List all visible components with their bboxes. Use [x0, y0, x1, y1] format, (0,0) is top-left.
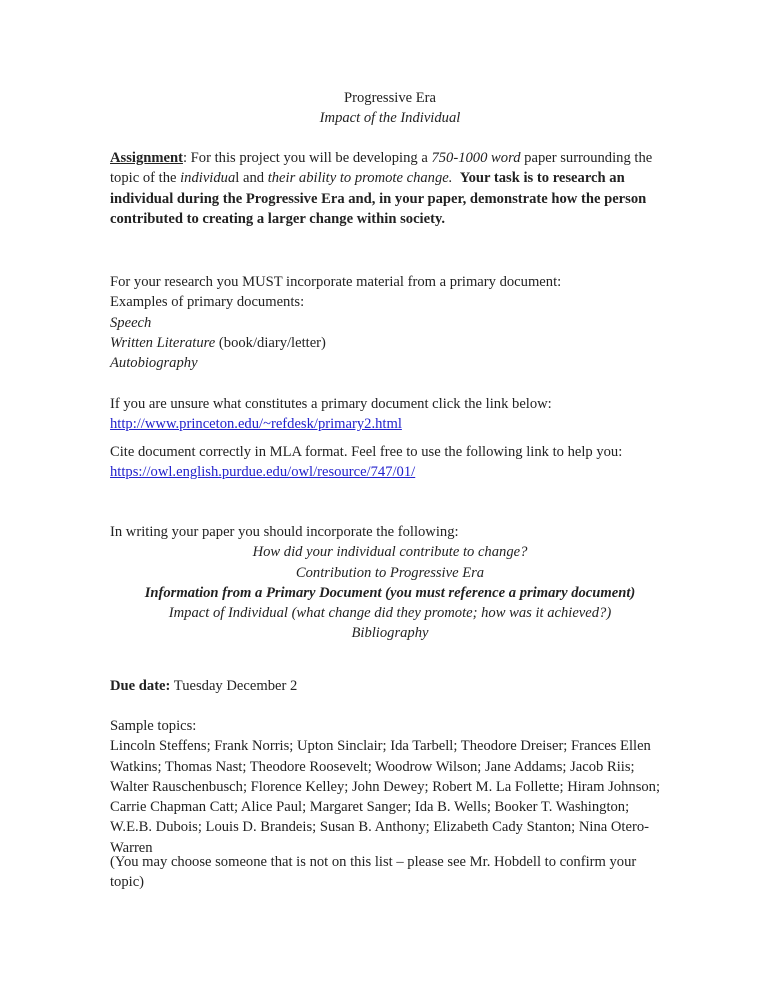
princeton-primary-link[interactable]: http://www.princeton.edu/~refdesk/primary2.html — [110, 416, 402, 433]
document-subtitle: Impact of the Individual — [319, 110, 461, 127]
requirement-item: Information from a Primary Document (you must reference a primary document) — [144, 584, 636, 601]
requirement-item: Bibliography — [351, 625, 429, 642]
purdue-owl-link[interactable]: https://owl.english.purdue.edu/owl/resource/747/01/ — [110, 464, 416, 481]
example-speech: Speech — [110, 314, 152, 331]
due-date: Due date: Tuesday December 2 — [110, 678, 298, 694]
sample-topics: Sample topics: Lincoln Steffens; Frank Norris; Upton Sinclair; Ida Tarbell; Theodore Dreiser; Frances Ellen Watkins; Thomas Nast; Theodore Roosevelt; Woodrow Wilson; Jane Addams; Jacob Riis; Walter Rauschenbusch; Florence Kelley; John Dewey; Robert M. La Follette; Hiram Johnson; Carrie Chapman Catt; Alice Paul; Margaret Sanger; Ida B. Wells; Booker T. Washington; W.E.B. Dubois; Louis D. Brandeis; Susan B. Anthony; Elizabeth Cady Stanton; Nina Otero-Warren — [110, 716, 670, 858]
requirement-item: How did your individual contribute to change? — [252, 544, 528, 561]
cite-section: Cite document correctly in MLA format. Feel free to use the following link to help you: https://owl.english.purdue.edu/owl/resource/747/01/ — [110, 444, 623, 481]
example-written-literature: Written Literature (book/diary/letter) — [110, 334, 326, 351]
word-count: 750-1000 word — [431, 150, 521, 166]
example-autobiography: Autobiography — [110, 355, 198, 372]
document-header — [110, 88, 670, 129]
assignment-paragraph: Assignment: For this project you will be developing a 750-1000 word paper surrounding the topic of the individual and their ability to promote change. Your task is to research an individual during the Progressive Era and, in your paper, demonstrate how the person contributed to creating a larger change within society. — [110, 150, 653, 227]
requirement-item: Contribution to Progressive Era — [295, 564, 485, 581]
requirements-section: In writing your paper you should incorporate the following: How did your individual contribute to change? Contribution to Progressive Era Information from a Primary Document (you must reference a primary document) Impact of Individual (what change did they promote; how was it achieved?) Bibliography — [110, 522, 670, 644]
assignment-task: Your task is to research an individual during the Progressive Era and, in your paper, demonstrate how the person contributed to creating a larger change within society. — [110, 170, 647, 227]
topics-list: Lincoln Steffens; Frank Norris; Upton Sinclair; Ida Tarbell; Theodore Dreiser; Frances Ellen Watkins; Thomas Nast; Theodore Roosevelt; Woodrow Wilson; Jane Addams; Jacob Riis; Walter Rauschenbusch; Florence Kelley; John Dewey; Robert M. La Follette; Hiram Johnson; Carrie Chapman Catt; Alice Paul; Margaret Sanger; Ida B. Wells; Booker T. Washington; W.E.B. Dubois; Louis D. Brandeis; Susan B. Anthony; Elizabeth Cady Stanton; Nina Otero-Warren — [110, 738, 661, 856]
topic-note: (You may choose someone that is not on this list – please see Mr. Hobdell to confirm your topic) — [110, 854, 637, 891]
requirement-item: Impact of Individual (what change did they promote; how was it achieved?) — [168, 605, 612, 622]
document-title: Progressive Era — [344, 90, 436, 106]
research-section: For your research you MUST incorporate material from a primary document: Examples of primary documents: Speech Written Literature (book/diary/letter) Autobiography If you are unsure what constitutes a primary document click the link below: http://www.princeton.edu/~refdesk/primary2.html — [110, 272, 670, 434]
assignment-label: Assignment — [110, 150, 183, 166]
